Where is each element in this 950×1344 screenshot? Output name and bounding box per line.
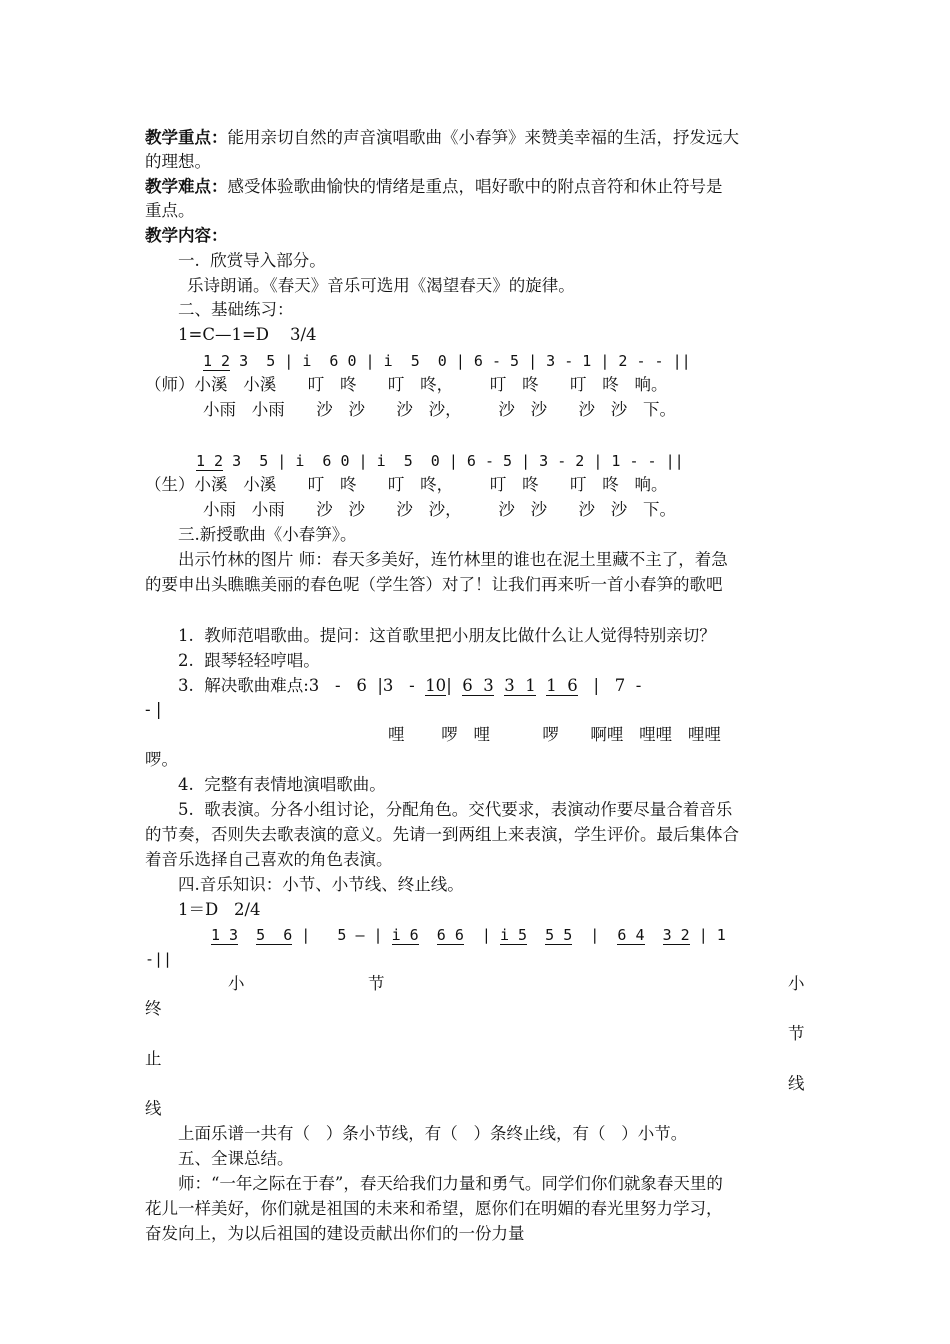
focus-label: 教学重点： xyxy=(145,128,228,147)
teacher-lyrics-1-text: 小溪 小溪 叮 咚 叮 咚， 叮 咚 叮 咚 响。 xyxy=(194,375,668,394)
label-xiao: 小 xyxy=(228,974,245,993)
student-lyrics-1 xyxy=(145,473,668,497)
section-1-title: 一. 欣赏导入部分。 xyxy=(178,251,326,270)
difficulty-text-b: 重点。 xyxy=(145,201,195,220)
label-bar-line-1: 小 xyxy=(788,974,805,993)
label-jie: 节 xyxy=(368,974,385,993)
section-3-para-a: 出示竹林的图片 师：春天多美好，连竹林里的谁也在泥土里藏不主了，着急 xyxy=(178,550,728,569)
label-end-line-3: 线 xyxy=(145,1099,162,1118)
section-5-para-c: 奋发向上，为以后祖国的建设贡献出你们的一份力量 xyxy=(145,1224,525,1243)
s4-end: | 1 xyxy=(698,926,726,944)
content-label: 教学内容： xyxy=(145,226,228,245)
teacher-notes xyxy=(203,349,691,373)
section-4-notes-wrap: -|| xyxy=(145,950,173,968)
teacher-notes-underlined: 1 2 xyxy=(203,352,231,370)
item-3-u3: 3 1 xyxy=(504,676,536,695)
section-2-key: 1=C—1=D 3/4 xyxy=(178,325,317,344)
student-lyrics-2: 小雨 小雨 沙 沙 沙 沙， 沙 沙 沙 沙 下。 xyxy=(203,500,677,519)
item-3-prefix: 3. 解决歌曲难点:3 - 6 |3 - xyxy=(178,676,426,695)
section-3-item-5-a: 5. 歌表演。分各小组讨论，分配角色。交代要求，表演动作要尽量合着音乐 xyxy=(178,800,733,819)
item-3-wrap: - | xyxy=(145,700,162,719)
s4-u6: 5 5 xyxy=(545,926,573,944)
teacher-lyrics-1 xyxy=(145,373,668,397)
student-lyrics-1-text: 小溪 小溪 叮 咚 叮 咚， 叮 咚 叮 咚 响。 xyxy=(194,475,668,494)
student-notes-rest: 3 5 | i 6 0 | i 5 0 | 6 - 5 | 3 - 2 | 1 - - || xyxy=(223,452,684,470)
teacher-role: （师） xyxy=(145,375,195,394)
section-5-para-b: 花儿一样美好，你们就是祖国的未来和希望，愿你们在明媚的春光里努力学习， xyxy=(145,1199,723,1218)
item-3-mid1: | xyxy=(446,676,463,695)
section-3-item-5-b: 的节奏，否则失去歌表演的意义。先请一到两组上来表演，学生评价。最后集体合 xyxy=(145,825,739,844)
teacher-lyrics-2: 小雨 小雨 沙 沙 沙 沙， 沙 沙 沙 沙 下。 xyxy=(203,400,677,419)
section-4-question: 上面乐谱一共有（ ）条小节线，有（ ）条终止线，有（ ）小节。 xyxy=(178,1124,688,1143)
s4-u2: 5 6 xyxy=(256,926,293,944)
difficulty-line xyxy=(145,175,723,199)
section-3-item-4: 4. 完整有表情地演唱歌曲。 xyxy=(178,775,386,794)
item-3-lyrics-wrap: 啰。 xyxy=(145,750,178,769)
item-3-u4: 1 6 xyxy=(546,676,578,695)
section-3-item-5-c: 着音乐选择自己喜欢的角色表演。 xyxy=(145,850,393,869)
s4-u4: 6 6 xyxy=(436,926,464,944)
section-3-item-3 xyxy=(178,674,641,698)
item-3-tail: | 7 - xyxy=(577,676,642,695)
teacher-notes-rest: 3 5 | i 6 0 | i 5 0 | 6 - 5 | 3 - 1 | 2 - - || xyxy=(230,352,691,370)
item-3-u1: 10 xyxy=(425,676,447,695)
section-5-para-a: 师：“一年之际在于春”，春天给我们力量和勇气。同学们你们就象春天里的 xyxy=(178,1174,723,1193)
focus-line xyxy=(145,126,807,150)
s4-mid: | 5 — | xyxy=(292,926,392,944)
s4-u5: i 5 xyxy=(500,926,528,944)
item-3-u2: 6 3 xyxy=(462,676,494,695)
section-3-title: 三.新授歌曲《小春笋》。 xyxy=(178,525,357,544)
s4-u1: 1 3 xyxy=(211,926,239,944)
label-end-line-1: 终 xyxy=(145,999,162,1018)
section-4-key: 1＝D 2/4 xyxy=(178,900,261,919)
focus-text-a: 能用亲切自然的声音演唱歌曲《小春笋》来赞美幸福的生活，抒发远大 xyxy=(227,128,739,147)
section-4-title: 四.音乐知识：小节、小节线、终止线。 xyxy=(178,875,464,894)
item-3-sp2 xyxy=(536,676,547,695)
section-5-title: 五、全课总结。 xyxy=(178,1149,294,1168)
s4-u7: 6 4 xyxy=(617,926,645,944)
student-notes xyxy=(196,449,684,473)
student-notes-underlined: 1 2 xyxy=(196,452,224,470)
section-3-item-1: 1. 教师范唱歌曲。提问：这首歌里把小朋友比做什么让人觉得特别亲切？ xyxy=(178,626,716,645)
section-3-para-b: 的要申出头瞧瞧美丽的春色呢（学生答）对了！让我们再来听一首小春笋的歌吧 xyxy=(145,575,723,594)
difficulty-label: 教学难点： xyxy=(145,177,228,196)
difficulty-text-a: 感受体验歌曲愉快的情绪是重点，唱好歌中的附点音符和休止符号是 xyxy=(227,177,723,196)
section-3-item-2: 2. 跟琴轻轻哼唱。 xyxy=(178,651,320,670)
section-4-notes: 1 3 5 6 | 5 — | i 6 6 6 | i 5 5 5 | 6 4 3 2 | 1 xyxy=(211,926,726,944)
s4-u8: 3 2 xyxy=(662,926,690,944)
label-bar-line-2: 节 xyxy=(788,1024,805,1043)
student-role: （生） xyxy=(145,475,195,494)
label-end-line-2: 止 xyxy=(145,1049,162,1068)
item-3-lyrics: 哩 啰 哩 啰 啊哩 哩哩 哩哩 xyxy=(388,725,721,744)
section-1-text: 乐诗朗诵。《春天》音乐可选用《渴望春天》的旋律。 xyxy=(187,276,575,295)
label-bar-line-3: 线 xyxy=(788,1074,805,1093)
item-3-sp1 xyxy=(494,676,505,695)
s4-u3: i 6 xyxy=(391,926,419,944)
focus-text-b: 的理想。 xyxy=(145,152,211,171)
section-2-title: 二、基础练习： xyxy=(178,300,294,319)
